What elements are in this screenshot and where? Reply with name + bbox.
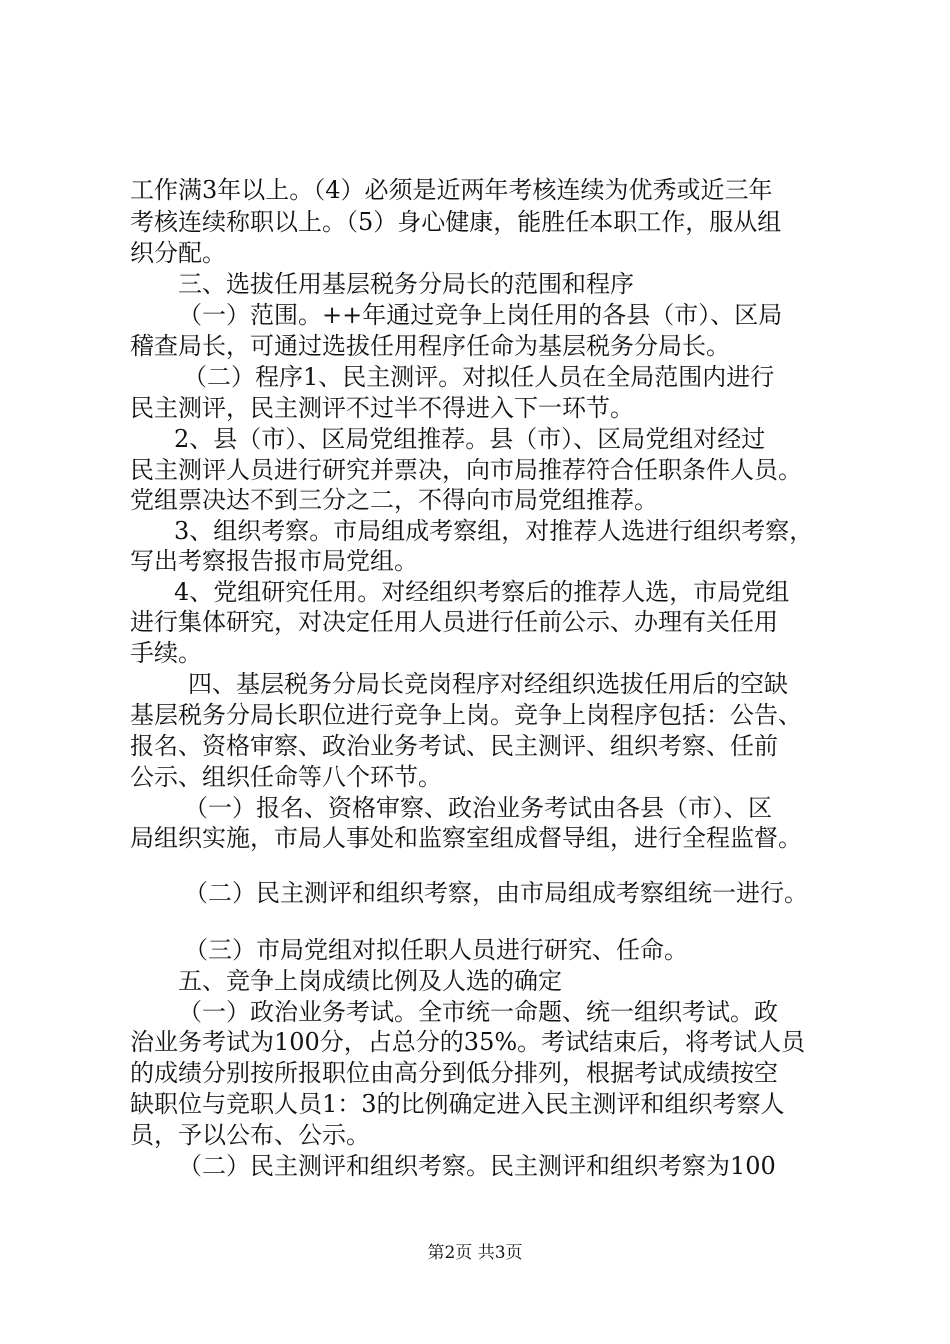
text-line: 缺职位与竞职人员1：3的比例确定进入民主测评和组织考察人: [130, 1090, 785, 1118]
text-line: 写出考察报告报市局党组。: [130, 547, 418, 575]
text-line: 考核连续称职以上。（5）身心健康，能胜任本职工作，服从组: [130, 208, 782, 236]
text-line: 工作满3年以上。（4）必须是近两年考核连续为优秀或近三年: [130, 176, 773, 204]
text-line: 民主测评人员进行研究并票决，向市局推荐符合任职条件人员。: [130, 456, 802, 484]
text-line: 手续。: [130, 639, 202, 667]
text-line: （三）市局党组对拟任职人员进行研究、任命。: [184, 936, 688, 964]
text-line: （二）民主测评和组织考察。民主测评和组织考察为100: [178, 1152, 776, 1180]
text-line: （一）报名、资格审察、政治业务考试由各县（市）、区: [184, 794, 772, 822]
section-heading: 三、选拔任用基层税务分局长的范围和程序: [178, 270, 634, 298]
section-heading: 四、基层税务分局长竞岗程序对经组织选拔任用后的空缺: [188, 670, 788, 698]
text-line: （一）政治业务考试。全市统一命题、统一组织考试。政: [178, 998, 778, 1026]
text-line: （二）程序1、民主测评。对拟任人员在全局范围内进行: [183, 363, 775, 391]
text-line: （二）民主测评和组织考察，由市局组成考察组统一进行。: [184, 879, 808, 907]
text-line: 稽查局长，可通过选拔任用程序任命为基层税务分局长。: [130, 332, 730, 360]
text-line: （一）范围。++年通过竞争上岗任用的各县（市）、区局: [178, 301, 783, 329]
text-line: 民主测评，民主测评不过半不得进入下一环节。: [130, 394, 634, 422]
text-line: 织分配。: [130, 239, 226, 267]
text-line: 进行集体研究，对决定任用人员进行任前公示、办理有关任用: [130, 608, 778, 636]
text-line: 3、组织考察。市局组成考察组，对推荐人选进行组织考察，: [174, 517, 814, 545]
text-line: 治业务考试为100分，占总分的35%。考试结束后，将考试人员: [130, 1028, 806, 1056]
text-line: 4、党组研究任用。对经组织考察后的推荐人选，市局党组: [174, 578, 790, 606]
section-heading: 五、竞争上岗成绩比例及人选的确定: [178, 967, 562, 995]
text-line: 报名、资格审察、政治业务考试、民主测评、组织考察、任前: [130, 732, 778, 760]
text-line: 员，予以公布、公示。: [130, 1121, 370, 1149]
text-line: 2、县（市）、区局党组推荐。县（市）、区局党组对经过: [174, 425, 766, 453]
page-footer: 第2页 共3页: [427, 1243, 523, 1263]
text-line: 党组票决达不到三分之二，不得向市局党组推荐。: [130, 486, 658, 514]
text-line: 的成绩分别按所报职位由高分到低分排列，根据考试成绩按空: [130, 1059, 778, 1087]
text-line: 基层税务分局长职位进行竞争上岗。竞争上岗程序包括：公告、: [130, 701, 802, 729]
text-line: 局组织实施，市局人事处和监察室组成督导组，进行全程监督。: [130, 824, 802, 852]
text-line: 公示、组织任命等八个环节。: [130, 763, 442, 791]
